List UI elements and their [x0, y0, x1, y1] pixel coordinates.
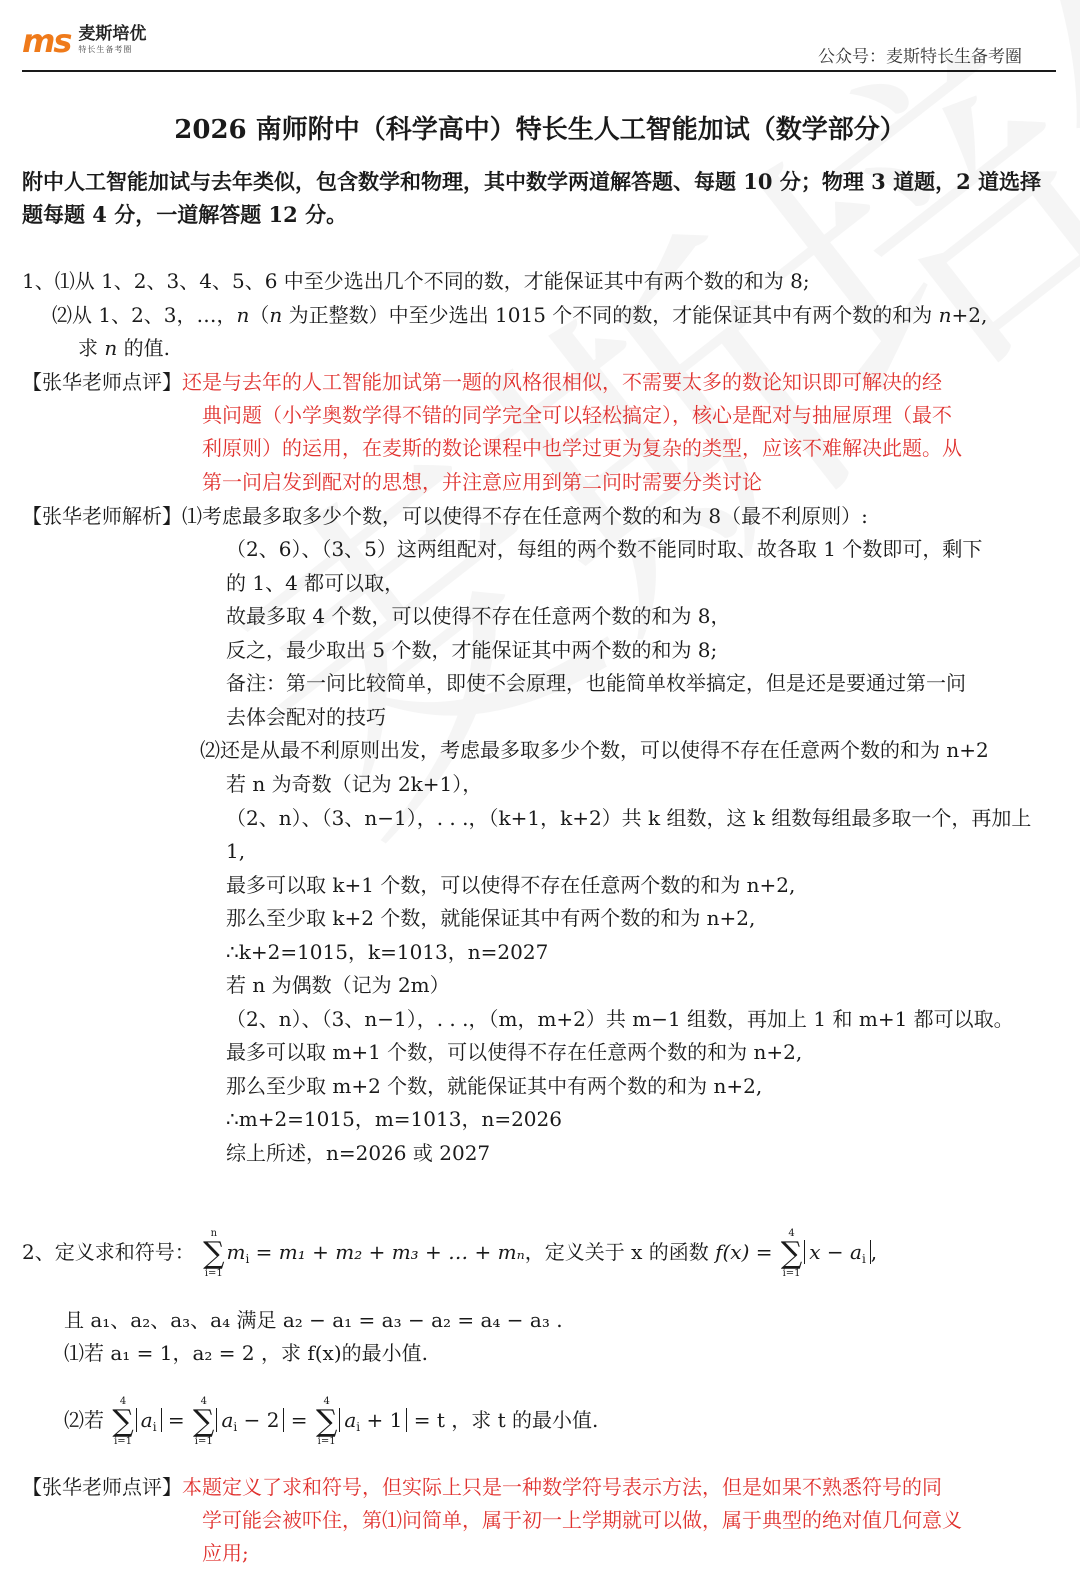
q1-comment-line-4: 第一问启发到配对的思想，并注意应用到第二问时需要分类讨论: [202, 470, 762, 494]
logo: [22, 24, 146, 64]
q1-part2-cont: 求 n 的值.: [78, 336, 170, 360]
q1-solution-line: 那么至少取 k+2 个数，就能保证其中有两个数的和为 n+2,: [226, 906, 756, 930]
logo-name: 麦斯培优: [78, 24, 147, 44]
q2-comment-line-1: 【张华老师点评】本题定义了求和符号，但实际上只是一种数学符号表示方法，但是如果不熟悉符号的同: [22, 1475, 942, 1499]
q1-solution-line: （2、n）、（3、n−1），. . .，（k+1，k+2）共 k 组数，这 k 组数每组最多取一个，再加上: [226, 806, 1032, 830]
q1-solution-line: 最多可以取 k+1 个数，可以使得不存在任意两个数的和为 n+2,: [226, 873, 796, 897]
q1-solution-line: 故最多取 4 个数，可以使得不存在任意两个数的和为 8，: [226, 604, 731, 628]
sum-symbol: 4 ∑ i=1: [780, 1227, 803, 1279]
q1-solution-line: 那么至少取 m+2 个数，就能保证其中有两个数的和为 n+2,: [226, 1074, 763, 1098]
q2-definition: 2、定义求和符号： n ∑ i=1 $m_i = m_1 + m_2 + m_3$ + … + mₙ，定义关于 x 的函数 f(x) = 4 ∑ i=1 $x - a_i$ ,: [22, 1227, 878, 1279]
sum-symbol: n ∑ i=1: [203, 1227, 225, 1279]
q2-part1: ⑴若 a₁ = 1，a₂ = 2 ，求 f(x)的最小值.: [64, 1341, 428, 1365]
wechat-account: 公众号：麦斯特长生备考圈: [818, 47, 1022, 67]
q1-solution-line: 最多可以取 m+1 个数，可以使得不存在任意两个数的和为 n+2,: [226, 1040, 803, 1064]
q1-solution-line: ⑵还是从最不利原则出发，考虑最多取多少个数，可以使得不存在任意两个数的和为 n+2: [200, 738, 989, 762]
q2-comment-line-2: 学可能会被吓住，第⑴问简单，属于初一上学期就可以做，属于典型的绝对值几何意义: [202, 1508, 962, 1532]
page-header: [22, 22, 1056, 72]
q1-solution-line: 若 n 为偶数（记为 2m）: [226, 973, 450, 997]
q1-solution-line: 反之，最少取出 5 个数，才能保证其中两个数的和为 8;: [226, 638, 718, 662]
q1-solution-line: （2、n）、（3、n−1），. . .，（m，m+2）共 m−1 组数，再加上 1 和 m+1 都可以取。: [226, 1007, 1014, 1031]
q1-solution-line: （2、6）、（3、5）这两组配对，每组的两个数不能同时取、故各取 1 个数即可，剩下: [226, 537, 983, 561]
q1-solution-line-1: 【张华老师解析】⑴考虑最多取多少个数，可以使得不存在任意两个数的和为 8（最不利原则）:: [22, 504, 868, 528]
sum-symbol: 4 ∑ i=1: [315, 1395, 338, 1447]
q1-solution-line: 1,: [226, 839, 246, 863]
sum-symbol: 4 ∑ i=1: [112, 1395, 134, 1447]
q1-solution-line: 若 n 为奇数（记为 2k+1），: [226, 772, 483, 796]
comment-tag: 【张华老师点评】: [22, 1475, 182, 1499]
intro-paragraph: 附中人工智能加试与去年类似，包含数学和物理，其中数学两道解答题、每题 10 分；物理 3 道题，2 道选择题每题 4 分，一道解答题 12 分。: [22, 169, 1041, 227]
q2-comment-line-3: 应用;: [202, 1541, 249, 1565]
q1-solution-line: 的 1、4 都可以取，: [226, 571, 405, 595]
q1-solution-line: 综上所述，n=2026 或 2027: [226, 1141, 491, 1165]
sum-symbol: 4 ∑ i=1: [193, 1395, 215, 1447]
comment-tag: 【张华老师点评】: [22, 370, 182, 394]
q1-comment-line-3: 利原则）的运用，在麦斯的数论课程中也学过更为复杂的类型，应该不难解决此题。从: [202, 436, 962, 460]
q1-solution-line: 去体会配对的技巧: [226, 705, 386, 729]
q1-solution-line: ∴k+2=1015，k=1013，n=2027: [226, 940, 549, 964]
q2-condition: 且 a₁、a₂、a₃、a₄ 满足 a₂ − a₁ = a₃ − a₂ = a₄ − a₃ .: [64, 1308, 563, 1332]
q1-solution-line: 备注：第一问比较简单，即使不会原理，也能简单枚举搞定，但是还是要通过第一问: [226, 671, 966, 695]
q2-part2: ⑵若 4 ∑ i=1 $a_i$ = 4 ∑ i=1 $a_i - 2$ = 4 ∑ i=1 $a_i + 1 = t$ ，求 t 的最小值.: [64, 1395, 599, 1447]
q1-part2: ⑵从 1、2、3，…，n（n 为正整数）中至少选出 1015 个不同的数，才能保证其中有两个数的和为 n+2,: [52, 303, 988, 327]
logo-mark: ms: [22, 22, 71, 60]
q1-comment-line-1: 【张华老师点评】还是与去年的人工智能加试第一题的风格很相似，不需要太多的数论知识即可解决的经: [22, 370, 942, 394]
q1-part1: 1、⑴从 1、2、3、4、5、6 中至少选出几个不同的数，才能保证其中有两个数的和为 8;: [22, 269, 810, 293]
solution-tag: 【张华老师解析】: [22, 504, 182, 528]
logo-subtitle: 特长生备考圈: [78, 45, 133, 54]
page-title: 2026 南师附中（科学高中）特长生人工智能加试（数学部分）: [174, 115, 906, 145]
q1-solution-line: ∴m+2=1015，m=1013，n=2026: [226, 1107, 562, 1131]
q1-comment-line-2: 典问题（小学奥数学得不错的同学完全可以轻松搞定），核心是配对与抽屉原理（最不: [202, 403, 952, 427]
